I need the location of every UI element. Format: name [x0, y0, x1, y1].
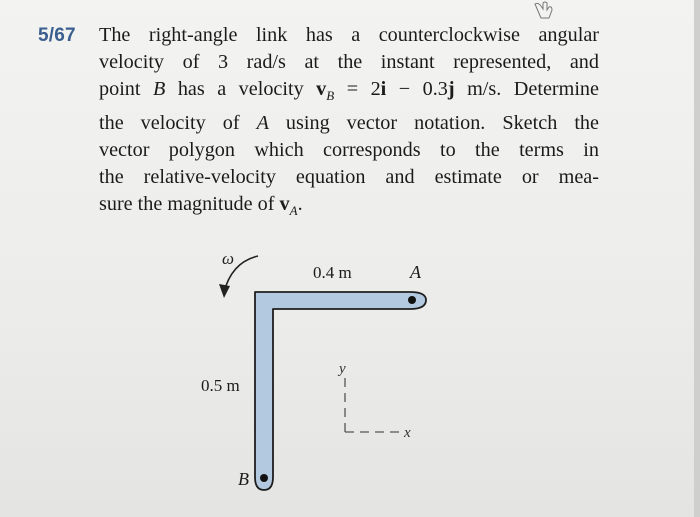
- problem-line-5: vector polygon which corresponds to the terms in: [99, 138, 599, 161]
- side-dimension-label: 0.5 m: [201, 376, 240, 395]
- point-a-marker: [408, 296, 416, 304]
- point-a-label: A: [410, 262, 421, 282]
- cursor-hand-icon: [532, 0, 556, 22]
- problem-line-6: the relative-velocity equation and estimate or mea-: [99, 166, 599, 189]
- problem-line-7: sure the magnitude of $v_A$.: [99, 193, 303, 219]
- point-b-label: B: [238, 469, 249, 489]
- problem-line-3: point B has a velocity $v_B = 2i - 0.3j$ m/s. Determine: [99, 78, 599, 104]
- point-b-marker: [260, 474, 268, 482]
- xy-axes: [345, 378, 401, 432]
- problem-number: 5/67: [38, 25, 76, 46]
- right-angle-link: [255, 292, 426, 490]
- omega-label: ω: [222, 249, 235, 268]
- problem-line-2: velocity of 3 rad/s at the instant represented, and: [99, 51, 599, 74]
- y-axis-label: y: [339, 361, 346, 377]
- problem-line-4: the velocity of A using vector notation. Sketch the: [99, 111, 599, 134]
- top-dimension-label: 0.4 m: [313, 263, 352, 282]
- x-axis-label: x: [404, 425, 411, 441]
- problem-line-1: The right-angle link has a counterclockwise angular: [99, 24, 599, 46]
